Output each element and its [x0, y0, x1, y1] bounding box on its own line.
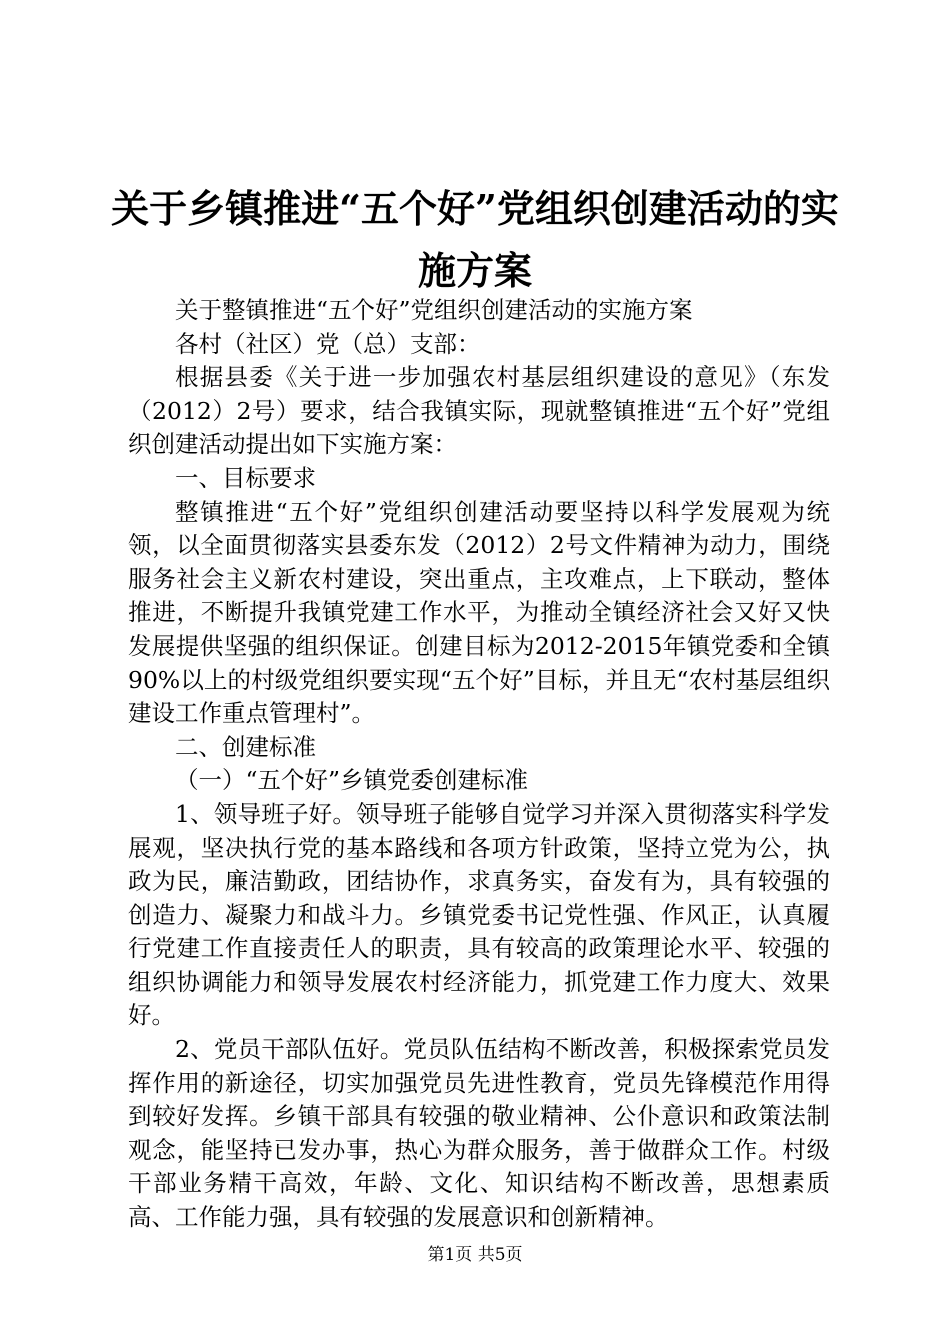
document-title: 关于乡镇推进“五个好”党组织创建活动的实施方案	[111, 186, 839, 293]
intro-paragraph: 根据县委《关于进一步加强农村基层组织建设的意见》（东发（2012）2号）要求，结合我镇实际，现就整镇推进“五个好”党组织创建活动提出如下实施方案：	[128, 363, 830, 459]
section-heading-standards: 二、创建标准	[175, 732, 316, 761]
document-body	[128, 294, 830, 1235]
subtitle-paragraph: 关于整镇推进“五个好”党组织创建活动的实施方案	[175, 296, 693, 324]
standard-item-1: 1、领导班子好。领导班子能够自觉学习并深入贯彻落实科学发展观，坚决执行党的基本路线和各项方针政策，坚持立党为公，执政为民，廉洁勤政，团结协作，求真务实，奋发有为，具有较强的创造力、凝聚力和战斗力。乡镇党委书记党性强、作风正，认真履行党建工作直接责任人的职责，具有较高的政策理论水平、较强的组织协调能力和领导发展农村经济能力，抓党建工作力度大、效果好。	[128, 799, 830, 1030]
salutation-paragraph: 各村（社区）党（总）支部：	[175, 329, 481, 358]
goals-paragraph: 整镇推进“五个好”党组织创建活动要坚持以科学发展观为统领，以全面贯彻落实县委东发（2012）2号文件精神为动力，围绕服务社会主义新农村建设，突出重点，主攻难点，上下联动，整体推进，不断提升我镇党建工作水平，为推动全镇经济社会又好又快发展提供坚强的组织保证。创建目标为2012-2015年镇党委和全镇90%以上的村级党组织要实现“五个好”目标，并且无“农村基层组织建设工作重点管理村”。	[128, 497, 830, 728]
page-footer: 第1页 共5页	[427, 1245, 523, 1265]
section-heading-goals: 一、目标要求	[175, 463, 316, 492]
standard-item-2: 2、党员干部队伍好。党员队伍结构不断改善，积极探索党员发挥作用的新途径，切实加强党员先进性教育，党员先锋模范作用得到较好发挥。乡镇干部具有较强的敬业精神、公仆意识和政策法制观念，能坚持已发办事，热心为群众服务，善于做群众工作。村级干部业务精干高效，年龄、文化、知识结构不断改善，思想素质高、工作能力强，具有较强的发展意识和创新精神。	[128, 1035, 830, 1232]
subsection-heading: （一）“五个好”乡镇党委创建标准	[175, 766, 529, 795]
